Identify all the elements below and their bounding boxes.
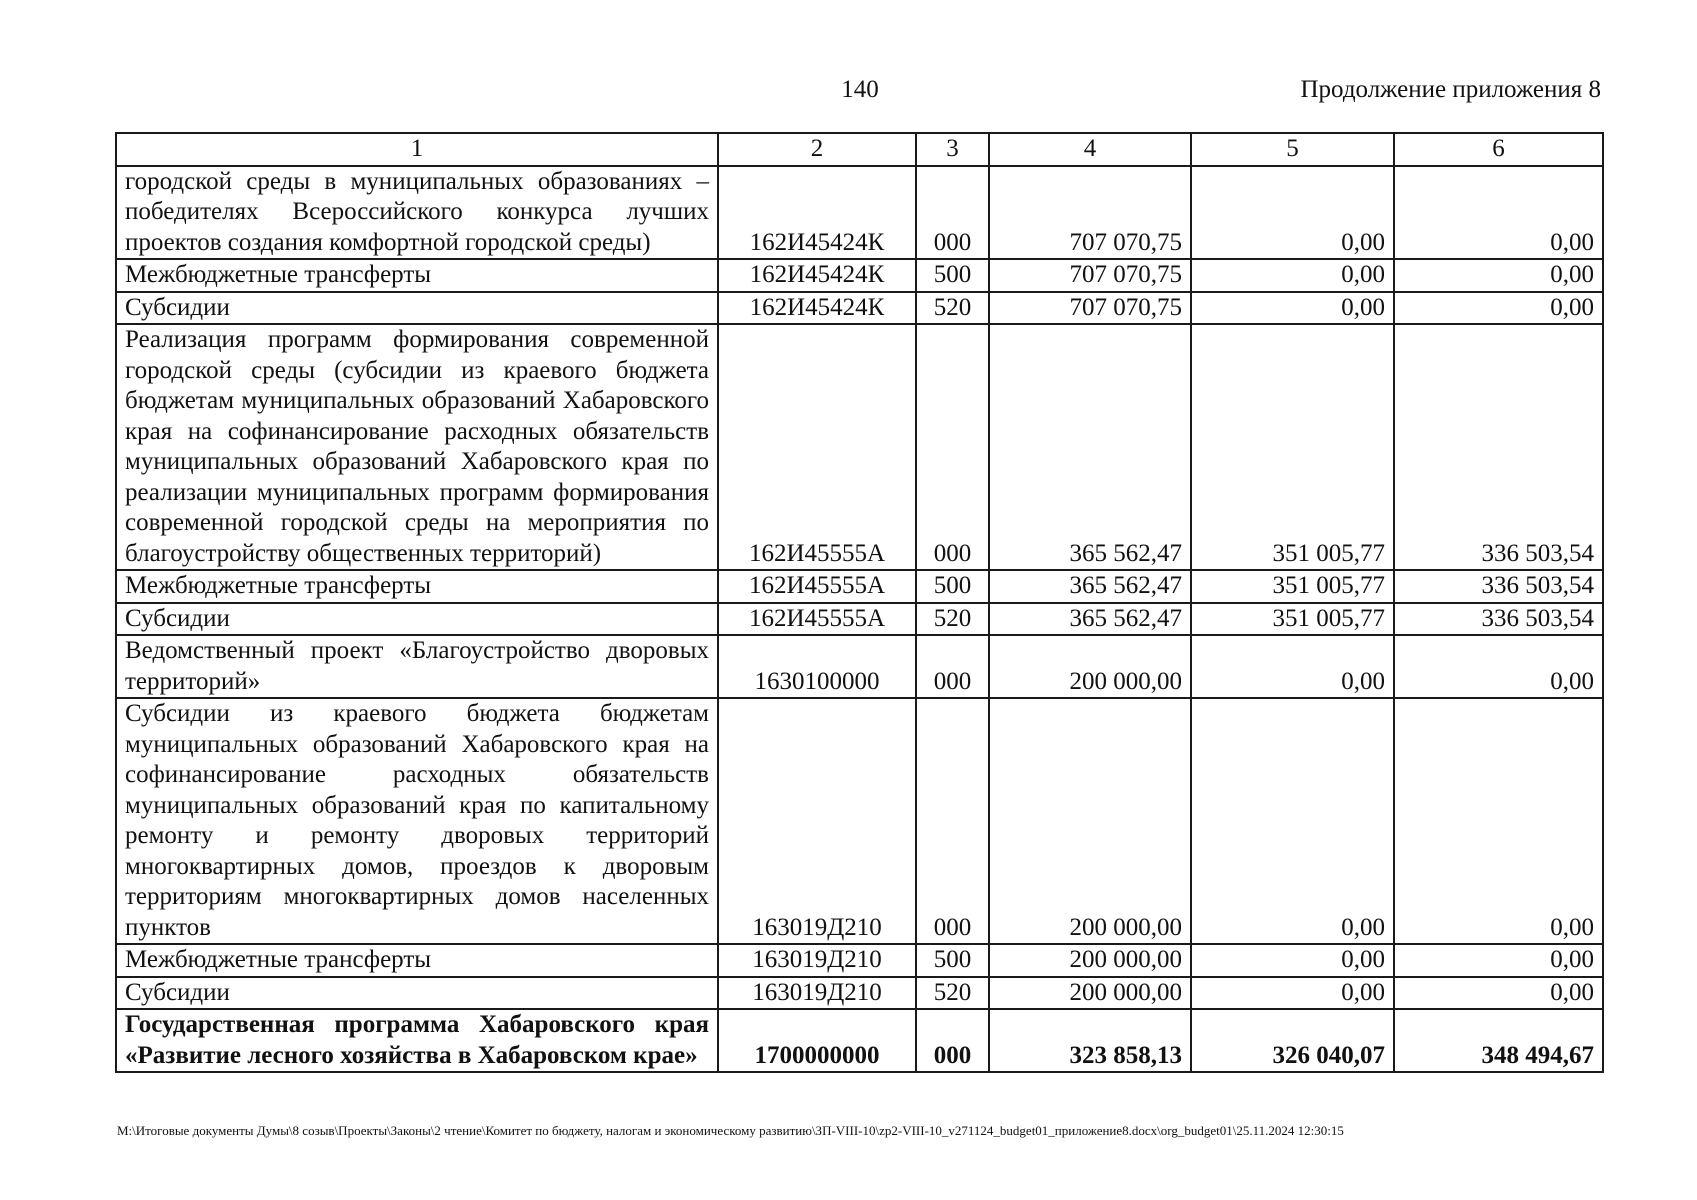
column-header: 2	[718, 133, 916, 166]
budget-table	[115, 132, 1604, 1073]
row-code-cell: 162И45424К	[718, 259, 916, 292]
table-row	[116, 570, 1603, 603]
row-value-2027-cell: 348 494,67	[1394, 1009, 1603, 1072]
row-name-cell: Межбюджетные трансферты	[116, 570, 718, 603]
row-value-2025-cell: 200 000,00	[989, 944, 1191, 977]
row-code-cell: 162И45555А	[718, 603, 916, 636]
row-value-2025-cell: 365 562,47	[989, 324, 1191, 570]
row-value-2025-cell: 365 562,47	[989, 570, 1191, 603]
row-value-2026-cell: 0,00	[1191, 635, 1394, 698]
row-value-2026-cell: 351 005,77	[1191, 603, 1394, 636]
table-row	[116, 1009, 1603, 1072]
table-row	[116, 292, 1603, 325]
row-code-cell: 1630100000	[718, 635, 916, 698]
row-value-2027-cell: 0,00	[1394, 292, 1603, 325]
row-value-2026-cell: 0,00	[1191, 698, 1394, 944]
row-value-2026-cell: 0,00	[1191, 259, 1394, 292]
row-code-cell: 162И45424К	[718, 166, 916, 260]
table-row	[116, 698, 1603, 944]
table-row	[116, 259, 1603, 292]
row-code-cell: 163019Д210	[718, 944, 916, 977]
row-type-cell: 500	[916, 944, 989, 977]
row-name-cell: Государственная программа Хабаровского края «Развитие лесного хозяйства в Хабаровском крае»	[116, 1009, 718, 1072]
row-name-cell: Ведомственный проект «Благоустройство дворовых территорий»	[116, 635, 718, 698]
row-value-2027-cell: 336 503,54	[1394, 324, 1603, 570]
column-header: 1	[116, 133, 718, 166]
row-type-cell: 000	[916, 166, 989, 260]
row-value-2025-cell: 200 000,00	[989, 977, 1191, 1010]
row-name-cell: Субсидии	[116, 292, 718, 325]
column-header: 3	[916, 133, 989, 166]
row-code-cell: 162И45424К	[718, 292, 916, 325]
row-value-2025-cell: 200 000,00	[989, 635, 1191, 698]
row-value-2027-cell: 336 503,54	[1394, 603, 1603, 636]
row-name-cell: Субсидии	[116, 977, 718, 1010]
row-type-cell: 520	[916, 603, 989, 636]
row-name-cell: Межбюджетные трансферты	[116, 259, 718, 292]
row-value-2027-cell: 0,00	[1394, 977, 1603, 1010]
row-code-cell: 163019Д210	[718, 698, 916, 944]
row-name-cell: Межбюджетные трансферты	[116, 944, 718, 977]
row-value-2026-cell: 0,00	[1191, 166, 1394, 260]
row-type-cell: 500	[916, 259, 989, 292]
row-value-2026-cell: 0,00	[1191, 977, 1394, 1010]
row-name-cell: Реализация программ формирования современной городской среды (субсидии из краевого бюджета бюджетам муниципальных образований Хабаровского края на софинансирование расходных обязательств муниципальных образований Хабаровского края по реализации муниципальных программ формирования современной городской среды на мероприятия по благоустройству общественных территорий)	[116, 324, 718, 570]
row-name-cell: Субсидии	[116, 603, 718, 636]
row-value-2027-cell: 0,00	[1394, 944, 1603, 977]
table-header-row	[116, 133, 1603, 166]
table-row	[116, 603, 1603, 636]
page-number: 140	[841, 76, 879, 103]
row-value-2027-cell: 0,00	[1394, 635, 1603, 698]
table-row	[116, 324, 1603, 570]
row-value-2027-cell: 0,00	[1394, 259, 1603, 292]
row-type-cell: 000	[916, 324, 989, 570]
row-value-2026-cell: 0,00	[1191, 944, 1394, 977]
row-name-cell: Субсидии из краевого бюджета бюджетам муниципальных образований Хабаровского края на софинансирование расходных обязательств муниципальных образований края по капитальному ремонту и ремонту дворовых территорий многоквартирных домов, проездов к дворовым территориям многоквартирных домов населенных пунктов	[116, 698, 718, 944]
row-type-cell: 520	[916, 292, 989, 325]
row-type-cell: 520	[916, 977, 989, 1010]
row-code-cell: 162И45555А	[718, 324, 916, 570]
row-value-2025-cell: 707 070,75	[989, 292, 1191, 325]
table-row	[116, 635, 1603, 698]
row-value-2026-cell: 326 040,07	[1191, 1009, 1394, 1072]
row-value-2025-cell: 707 070,75	[989, 166, 1191, 260]
column-header: 6	[1394, 133, 1603, 166]
row-type-cell: 000	[916, 698, 989, 944]
table-row	[116, 944, 1603, 977]
row-type-cell: 000	[916, 635, 989, 698]
row-type-cell: 000	[916, 1009, 989, 1072]
row-value-2025-cell: 323 858,13	[989, 1009, 1191, 1072]
row-value-2025-cell: 200 000,00	[989, 698, 1191, 944]
row-code-cell: 162И45555А	[718, 570, 916, 603]
row-type-cell: 500	[916, 570, 989, 603]
column-header: 5	[1191, 133, 1394, 166]
row-value-2025-cell: 365 562,47	[989, 603, 1191, 636]
row-value-2025-cell: 707 070,75	[989, 259, 1191, 292]
row-value-2027-cell: 0,00	[1394, 166, 1603, 260]
footer-file-path: М:\Итоговые документы Думы\8 созыв\Проекты\Законы\2 чтение\Комитет по бюджету, налогам и экономическому развитию\ЗП-VIII-10\zp2-VIII-10_v271124_budget01_приложение8.docx\org_budget01\25.11.2024 12:30:15	[117, 1123, 1344, 1138]
table-row	[116, 977, 1603, 1010]
row-value-2026-cell: 351 005,77	[1191, 570, 1394, 603]
row-code-cell: 1700000000	[718, 1009, 916, 1072]
row-value-2027-cell: 0,00	[1394, 698, 1603, 944]
row-value-2026-cell: 0,00	[1191, 292, 1394, 325]
row-value-2027-cell: 336 503,54	[1394, 570, 1603, 603]
row-value-2026-cell: 351 005,77	[1191, 324, 1394, 570]
table-row	[116, 166, 1603, 260]
continuation-title: Продолжение приложения 8	[1300, 76, 1601, 103]
column-header: 4	[989, 133, 1191, 166]
row-code-cell: 163019Д210	[718, 977, 916, 1010]
row-name-cell: городской среды в муниципальных образованиях – победителях Всероссийского конкурса лучших проектов создания комфортной городской среды)	[116, 166, 718, 260]
